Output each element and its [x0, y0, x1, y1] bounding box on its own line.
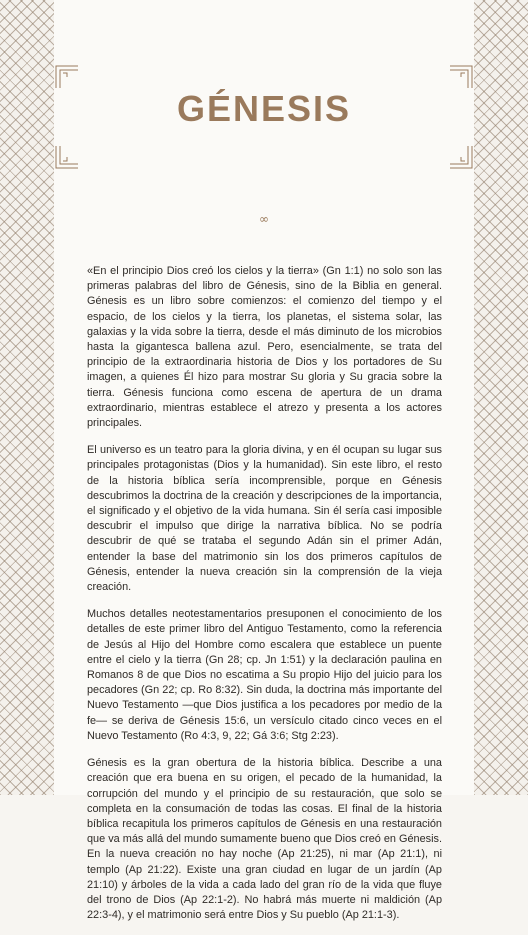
- paragraph-3: Muchos detalles neotestamentarios presuponen el conocimiento de los detalles de este primer libro del Antiguo Testamento, como la referencia de Jesús al Hijo del Hombre como escalera que establece un puente entre el cielo y la tierra (Gn 28; cp. Jn 1:51) y la declaración paulina en Romanos 8 de que Dios no escatima a Su propio Hijo del juicio para los pecadores (Gn 22; cp. Ro 8:32). Sin duda, la doctrina más importante del Nuevo Testamento —que Dios justifica a los pecadores por medio de la fe— se deriva de Génesis 15:6, un versículo citado cinco veces en el Nuevo Testamento (Ro 4:3, 9, 22; Gá 3:6; Stg 2:23).: [87, 608, 442, 742]
- corner-ornament-bottom-right: [448, 144, 474, 170]
- corner-ornament-top-right: [448, 64, 474, 90]
- corner-ornament-bottom-left: [54, 144, 80, 170]
- paragraph-1: «En el principio Dios creó los cielos y la tierra» (Gn 1:1) no solo son las primeras palabras del libro de Génesis, sino de la Biblia en general. Génesis es un libro sobre comienzos: el comienzo del tiempo y el espacio, de los cielos y la tierra, los planetas, el sistema solar, las galaxias y la vida sobre la tierra, desde el más diminuto de los microbios hasta la gigantesca ballena azul. Pero, esencialmente, se trata del principio de la extraordinaria historia de Dios y los portadores de Su imagen, a quienes Él hizo para mostrar Su gloria y Su gracia sobre la tierra. Génesis funciona como escena de apertura de un drama extraordinario, mientras establece el atrezo y presenta a los actores principales.: [87, 265, 442, 430]
- page-title: GÉNESIS: [176, 88, 352, 129]
- corner-ornament-top-left: [54, 64, 80, 90]
- paragraph-2: El universo es un teatro para la gloria divina, y en él ocupan su lugar sus principales protagonistas (Dios y la humanidad). Sin este libro, el resto de la historia bíblica sería incomprensible, porque en Génesis descubrimos la doctrina de la creación y descripciones de la importancia, el significado y el objetivo de la vida humana. Sin él sería casi imposible descubrir el impulso que dirige la narrativa bíblica. No se podría descubrir de qué se trataba el segundo Adán sin el primer Adán, entender la base del matrimonio sin los dos primeros capítulos de Génesis, entender la nueva creación sin la comprensión de la vieja creación.: [87, 444, 442, 594]
- paragraph-4: Génesis es la gran obertura de la historia bíblica. Describe a una creación que era buena en su origen, el pecado de la humanidad, la corrupción del mundo y el principio de su restauración, que solo se completa en la consumación de todas las cosas. El final de la historia bíblica recapitula los primeros capítulos de Génesis en una restauración que va más allá del mundo sumamente bueno que Dios creó en Génesis. En la nueva creación no hay noche (Ap 21:25), ni mar (Ap 21:1), ni templo (Ap 21:22). Existe una gran ciudad en lugar de un jardín (Ap 21:10) y árboles de la vida a cada lado del gran río de la vida que fluye del trono de Dios (Ap 22:1-2). No habrá más muerte ni maldición (Ap 22:3-4), y el matrimonio será entre Dios y Su pueblo (Ap 21:1-3).: [87, 757, 442, 922]
- infinity-ornament-icon: ∞: [259, 212, 269, 226]
- body-text: [87, 264, 442, 935]
